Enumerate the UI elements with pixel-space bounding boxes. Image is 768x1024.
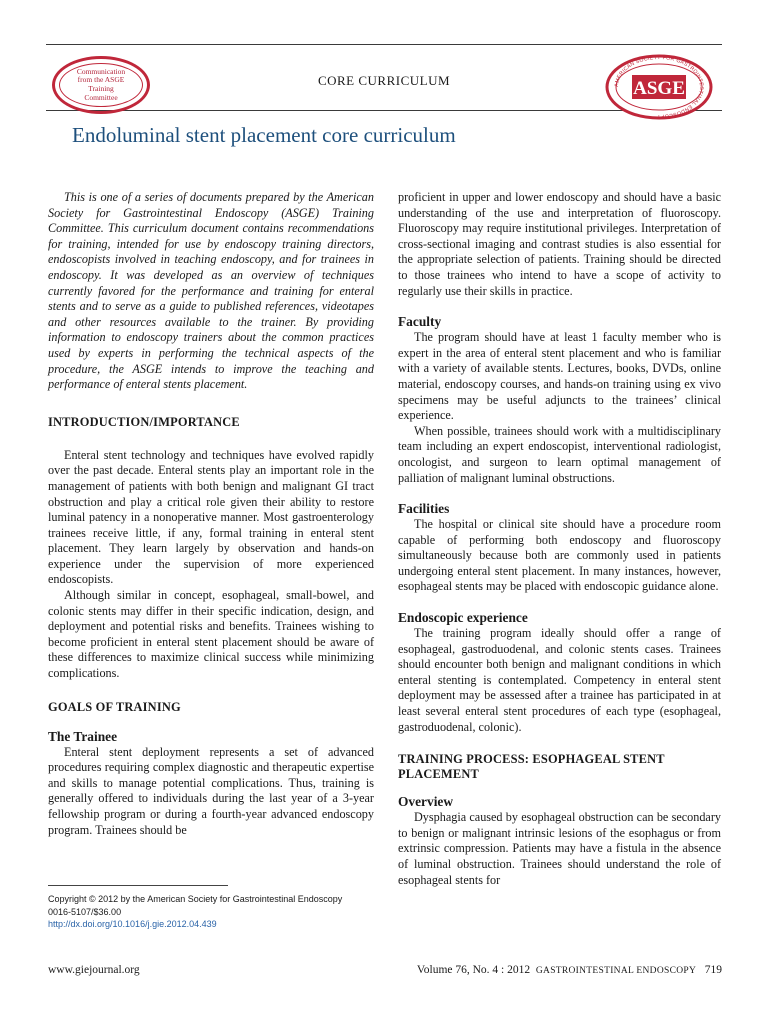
overview-paragraph-1: Dysphagia caused by esophageal obstruction can be secondary to benign or malignant intrinsic lesions of the esophagus or from extrinsic compression. Patients may have a fistula in the absence of luminal obstruction. Trainees should understand the role of esophageal stents for — [398, 810, 721, 887]
heading-introduction: INTRODUCTION/IMPORTANCE — [48, 414, 240, 429]
asge-seal-logo — [604, 54, 714, 120]
page-footer-info — [417, 964, 722, 976]
journal-website-link[interactable]: www.giejournal.org — [48, 964, 140, 976]
heading-trainee: The Trainee — [48, 728, 118, 744]
heading-endoscopic-experience: Endoscopic experience — [398, 610, 528, 626]
communication-badge-text: Communication from the ASGE Training Committee — [76, 66, 126, 102]
section-label: CORE CURRICULUM — [317, 73, 451, 88]
facilities-paragraph-1: The hospital or clinical site should have a procedure room capable of performing both endoscopy and fluoroscopy simultaneously because both are commonly used in patients undergoing enteral stent placement. In many instances, however, esophageal stents may be placed with endoscopic guidance alone. — [398, 517, 721, 594]
article-title: Endoluminal stent placement core curriculum — [72, 123, 456, 147]
abstract: This is one of a series of documents prepared by the American Society for Gastrointestinal Endoscopy (ASGE) Training Committee. This curriculum document contains recommendations for training, intended for use by endoscopy training directors, endoscopists involved in teaching endoscopy, and for trainees in endoscopy. It was developed as an overview of techniques currently favored for the performance and training for enteral stents and to serve as a guide to published references, videotapes and other resources available to the trainer. By providing information to endoscopy trainers about the common practices used by experts in performing the technical aspects of the procedure, the ASGE intends to improve the teaching and performance of enteral stents placement. — [48, 190, 374, 392]
intro-paragraph-1: Enteral stent technology and techniques have evolved rapidly over the past decade. Enteral stents play an important role in the management of patients with both benign and malignant GI tract obstruction and play a critical role given their ability to restore luminal patency in a nonoperative manner. Most gastroenterology trainees receive little, if any, formal training in enteral stent placement. They learn largely by observation and hands-on experience under the supervision of more experienced endoscopists. — [48, 447, 374, 587]
right-column — [398, 190, 721, 888]
header-rule-top — [46, 44, 722, 45]
copyright-block — [48, 893, 378, 931]
trainee-paragraph-1: Enteral stent deployment represents a set of advanced procedures requiring complex diagnostic and therapeutic expertise and skills to manage potential complications. Thus, training is generally offered to individuals during the last year of a 3-year fellowship program or during a fourth-year advanced endoscopy program. Trainees should be — [48, 744, 374, 837]
faculty-paragraph-1: The program should have at least 1 faculty member who is expert in the area of enteral stent placement and who is familiar with a variety of available stents. Lectures, books, DVDs, online material, endoscopy courses, and hands-on training using ex vivo specimens may be useful adjuncts to the trainees’ clinical experience. — [398, 330, 721, 423]
doi-link[interactable]: http://dx.doi.org/10.1016/j.gie.2012.04.439 — [48, 919, 217, 930]
asge-seal-text: ASGE — [633, 78, 685, 99]
copyright-line: Copyright © 2012 by the American Society for Gastrointestinal Endoscopy — [48, 894, 343, 904]
heading-goals: GOALS OF TRAINING — [48, 699, 181, 714]
heading-overview: Overview — [398, 794, 454, 810]
heading-faculty: Faculty — [398, 314, 442, 330]
issn-line: 0016-5107/$36.00 — [48, 906, 122, 917]
endoscopic-experience-paragraph: The training program ideally should offer a range of esophageal, gastroduodenal, and colonic stents cases. Trainees should encounter both benign and malignant conditions in which enteral stenting is contemplated. Competency in enteral stent deployment may be assessed after a trainee has participated in at least several enteral stent procedures of each type (esophageal, gastroduodenal, colonic). — [398, 626, 721, 734]
heading-training-process: TRAINING PROCESS: ESOPHAGEAL STENT PLACEMENT — [398, 752, 665, 782]
footnote-rule — [48, 885, 228, 886]
heading-facilities: Facilities — [398, 501, 450, 517]
faculty-paragraph-2: When possible, trainees should work with a multidisciplinary team including an expert endoscopist, interventional radiologist, oncologist, and surgeon to learn optimal management of palliation of malignant luminal obstructions. — [398, 423, 721, 485]
volume-info: Volume 76, No. 4 : 2012 — [416, 964, 531, 976]
intro-paragraph-2: Although similar in concept, esophageal, small-bowel, and colonic stents may differ in their specific indication, design, and deployment and potential risks and benefits. Trainees wishing to become proficient in enteral stent placement should be aware of these differences to maximize clinical success while minimizing complications. — [48, 588, 374, 681]
page-number: 719 — [704, 964, 722, 976]
left-column — [48, 190, 374, 838]
journal-name: GASTROINTESTINAL ENDOSCOPY — [535, 966, 697, 976]
trainee-paragraph-continued: proficient in upper and lower endoscopy and should have a basic understanding of the use and interpretation of fluoroscopy. Fluoroscopy may require institutional privileges. Interpretation of cross-sectional imaging and contrast studies is also essential for the appropriate selection of patients. Training should be directed to those trainees who intend to have a scope of activity to regularly use their skills in practice. — [398, 190, 721, 298]
asge-seal-ring-text: AMERICAN SOCIETY FOR GASTROINTESTINAL ENDOSCOPY — [613, 54, 705, 120]
